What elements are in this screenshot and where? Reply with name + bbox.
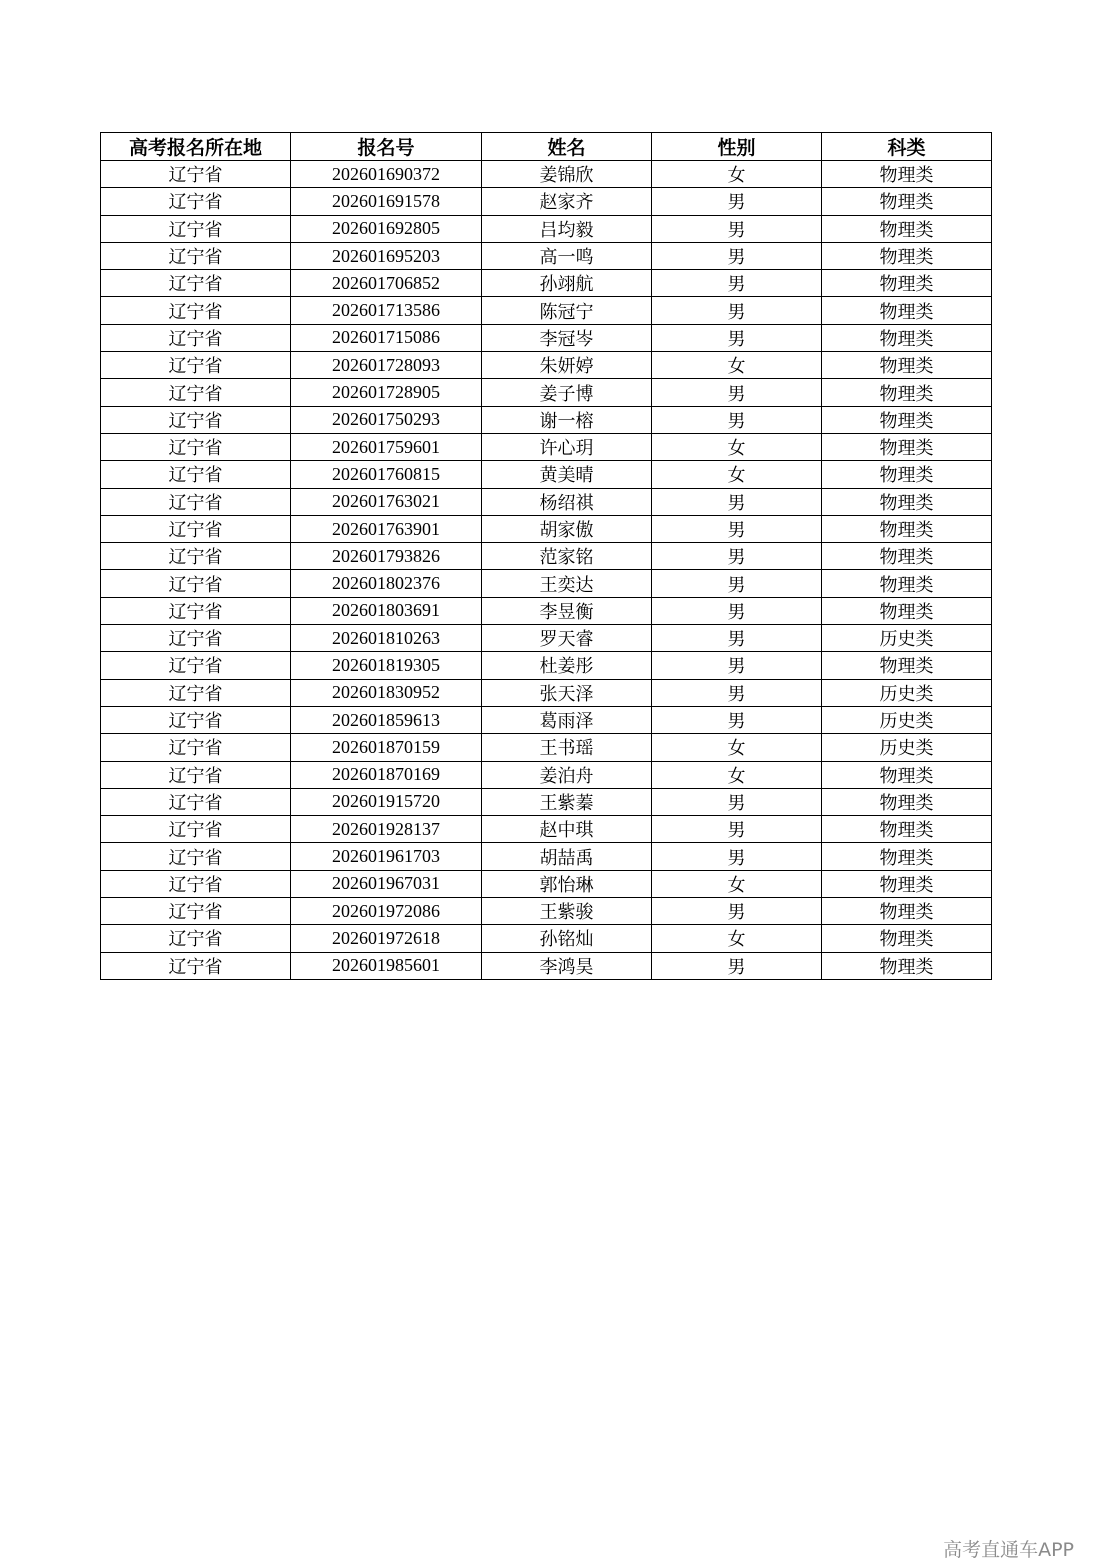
table-body — [101, 161, 992, 980]
cell-subject-category: 物理类 — [822, 433, 992, 460]
cell-subject-category: 历史类 — [822, 734, 992, 761]
cell-registration-number: 202601803691 — [291, 597, 482, 624]
table-row — [101, 570, 992, 597]
cell-name: 杜姜彤 — [482, 652, 652, 679]
cell-subject-category: 物理类 — [822, 570, 992, 597]
cell-region: 辽宁省 — [101, 870, 291, 897]
cell-region: 辽宁省 — [101, 270, 291, 297]
cell-registration-number: 202601692805 — [291, 215, 482, 242]
cell-name: 孙翊航 — [482, 270, 652, 297]
cell-subject-category: 物理类 — [822, 161, 992, 188]
cell-subject-category: 物理类 — [822, 597, 992, 624]
cell-gender: 男 — [652, 515, 822, 542]
cell-name: 许心玥 — [482, 433, 652, 460]
cell-registration-number: 202601691578 — [291, 188, 482, 215]
cell-registration-number: 202601713586 — [291, 297, 482, 324]
cell-name: 王紫骏 — [482, 898, 652, 925]
cell-registration-number: 202601728093 — [291, 352, 482, 379]
cell-region: 辽宁省 — [101, 898, 291, 925]
cell-registration-number: 202601695203 — [291, 242, 482, 269]
cell-gender: 男 — [652, 652, 822, 679]
cell-registration-number: 202601715086 — [291, 324, 482, 351]
cell-name: 朱妍婷 — [482, 352, 652, 379]
cell-subject-category: 物理类 — [822, 898, 992, 925]
cell-region: 辽宁省 — [101, 761, 291, 788]
table-row — [101, 625, 992, 652]
cell-gender: 男 — [652, 324, 822, 351]
cell-region: 辽宁省 — [101, 433, 291, 460]
cell-region: 辽宁省 — [101, 925, 291, 952]
cell-region: 辽宁省 — [101, 706, 291, 733]
table-row — [101, 188, 992, 215]
cell-registration-number: 202601870159 — [291, 734, 482, 761]
cell-registration-number: 202601759601 — [291, 433, 482, 460]
cell-gender: 男 — [652, 406, 822, 433]
cell-region: 辽宁省 — [101, 679, 291, 706]
table-row — [101, 297, 992, 324]
table-row — [101, 925, 992, 952]
cell-gender: 男 — [652, 270, 822, 297]
table-row — [101, 433, 992, 460]
cell-registration-number: 202601728905 — [291, 379, 482, 406]
table-row — [101, 843, 992, 870]
cell-gender: 女 — [652, 161, 822, 188]
cell-gender: 男 — [652, 788, 822, 815]
cell-gender: 女 — [652, 925, 822, 952]
cell-region: 辽宁省 — [101, 215, 291, 242]
cell-subject-category: 物理类 — [822, 870, 992, 897]
cell-name: 范家铭 — [482, 543, 652, 570]
cell-subject-category: 物理类 — [822, 324, 992, 351]
cell-region: 辽宁省 — [101, 352, 291, 379]
table-row — [101, 816, 992, 843]
cell-region: 辽宁省 — [101, 543, 291, 570]
cell-name: 孙铭灿 — [482, 925, 652, 952]
table-row — [101, 270, 992, 297]
cell-subject-category: 物理类 — [822, 215, 992, 242]
cell-name: 胡家傲 — [482, 515, 652, 542]
cell-name: 王奕达 — [482, 570, 652, 597]
cell-name: 王紫蓁 — [482, 788, 652, 815]
cell-gender: 男 — [652, 625, 822, 652]
cell-registration-number: 202601690372 — [291, 161, 482, 188]
cell-subject-category: 物理类 — [822, 952, 992, 979]
cell-subject-category: 物理类 — [822, 843, 992, 870]
cell-registration-number: 202601750293 — [291, 406, 482, 433]
cell-name: 姜子博 — [482, 379, 652, 406]
cell-name: 葛雨泽 — [482, 706, 652, 733]
cell-subject-category: 物理类 — [822, 461, 992, 488]
table-row — [101, 898, 992, 925]
table-row — [101, 324, 992, 351]
cell-gender: 女 — [652, 461, 822, 488]
table-row — [101, 352, 992, 379]
cell-gender: 男 — [652, 488, 822, 515]
table-header-row — [101, 133, 992, 161]
column-header-gender: 性别 — [652, 133, 822, 161]
cell-registration-number: 202601810263 — [291, 625, 482, 652]
table-row — [101, 461, 992, 488]
table-row — [101, 488, 992, 515]
cell-name: 赵家齐 — [482, 188, 652, 215]
table-row — [101, 161, 992, 188]
cell-gender: 男 — [652, 215, 822, 242]
cell-registration-number: 202601819305 — [291, 652, 482, 679]
table-row — [101, 870, 992, 897]
cell-subject-category: 物理类 — [822, 543, 992, 570]
cell-gender: 女 — [652, 433, 822, 460]
cell-subject-category: 物理类 — [822, 925, 992, 952]
table-row — [101, 215, 992, 242]
table-row — [101, 788, 992, 815]
cell-region: 辽宁省 — [101, 324, 291, 351]
cell-registration-number: 202601706852 — [291, 270, 482, 297]
cell-region: 辽宁省 — [101, 625, 291, 652]
cell-subject-category: 物理类 — [822, 379, 992, 406]
cell-name: 罗天睿 — [482, 625, 652, 652]
cell-registration-number: 202601830952 — [291, 679, 482, 706]
cell-gender: 男 — [652, 843, 822, 870]
table-row — [101, 543, 992, 570]
cell-region: 辽宁省 — [101, 488, 291, 515]
cell-registration-number: 202601985601 — [291, 952, 482, 979]
cell-subject-category: 物理类 — [822, 242, 992, 269]
cell-region: 辽宁省 — [101, 843, 291, 870]
table-row — [101, 242, 992, 269]
cell-subject-category: 物理类 — [822, 406, 992, 433]
cell-registration-number: 202601793826 — [291, 543, 482, 570]
cell-registration-number: 202601859613 — [291, 706, 482, 733]
cell-name: 高一鸣 — [482, 242, 652, 269]
cell-name: 姜锦欣 — [482, 161, 652, 188]
cell-region: 辽宁省 — [101, 788, 291, 815]
cell-region: 辽宁省 — [101, 597, 291, 624]
cell-registration-number: 202601972618 — [291, 925, 482, 952]
column-header-name: 姓名 — [482, 133, 652, 161]
cell-registration-number: 202601967031 — [291, 870, 482, 897]
cell-region: 辽宁省 — [101, 242, 291, 269]
cell-subject-category: 物理类 — [822, 270, 992, 297]
cell-region: 辽宁省 — [101, 570, 291, 597]
cell-registration-number: 202601961703 — [291, 843, 482, 870]
table-row — [101, 761, 992, 788]
cell-subject-category: 历史类 — [822, 679, 992, 706]
cell-name: 张天泽 — [482, 679, 652, 706]
cell-registration-number: 202601763901 — [291, 515, 482, 542]
cell-gender: 女 — [652, 870, 822, 897]
cell-gender: 女 — [652, 352, 822, 379]
table-row — [101, 597, 992, 624]
cell-name: 赵中琪 — [482, 816, 652, 843]
cell-gender: 男 — [652, 816, 822, 843]
cell-registration-number: 202601928137 — [291, 816, 482, 843]
cell-gender: 男 — [652, 952, 822, 979]
cell-gender: 男 — [652, 297, 822, 324]
cell-gender: 男 — [652, 188, 822, 215]
cell-name: 王书瑶 — [482, 734, 652, 761]
cell-name: 杨绍祺 — [482, 488, 652, 515]
cell-subject-category: 物理类 — [822, 488, 992, 515]
cell-subject-category: 历史类 — [822, 706, 992, 733]
table-row — [101, 706, 992, 733]
cell-gender: 女 — [652, 734, 822, 761]
cell-region: 辽宁省 — [101, 461, 291, 488]
table-row — [101, 734, 992, 761]
cell-gender: 男 — [652, 242, 822, 269]
cell-subject-category: 历史类 — [822, 625, 992, 652]
cell-name: 黄美晴 — [482, 461, 652, 488]
cell-subject-category: 物理类 — [822, 352, 992, 379]
cell-gender: 男 — [652, 706, 822, 733]
cell-region: 辽宁省 — [101, 816, 291, 843]
cell-region: 辽宁省 — [101, 297, 291, 324]
cell-region: 辽宁省 — [101, 734, 291, 761]
cell-region: 辽宁省 — [101, 652, 291, 679]
cell-gender: 女 — [652, 761, 822, 788]
cell-registration-number: 202601802376 — [291, 570, 482, 597]
cell-name: 李昱衡 — [482, 597, 652, 624]
cell-region: 辽宁省 — [101, 161, 291, 188]
cell-gender: 男 — [652, 570, 822, 597]
cell-region: 辽宁省 — [101, 406, 291, 433]
cell-registration-number: 202601763021 — [291, 488, 482, 515]
cell-subject-category: 物理类 — [822, 761, 992, 788]
cell-registration-number: 202601870169 — [291, 761, 482, 788]
cell-gender: 男 — [652, 679, 822, 706]
cell-gender: 男 — [652, 597, 822, 624]
cell-name: 吕均毅 — [482, 215, 652, 242]
column-header-subject-category: 科类 — [822, 133, 992, 161]
cell-name: 胡喆禹 — [482, 843, 652, 870]
table-row — [101, 406, 992, 433]
cell-subject-category: 物理类 — [822, 652, 992, 679]
cell-name: 姜泊舟 — [482, 761, 652, 788]
table-row — [101, 679, 992, 706]
column-header-region: 高考报名所在地 — [101, 133, 291, 161]
candidate-table — [100, 132, 992, 980]
cell-registration-number: 202601915720 — [291, 788, 482, 815]
cell-name: 李鸿昊 — [482, 952, 652, 979]
cell-name: 陈冠宁 — [482, 297, 652, 324]
cell-subject-category: 物理类 — [822, 816, 992, 843]
cell-registration-number: 202601972086 — [291, 898, 482, 925]
cell-name: 谢一榕 — [482, 406, 652, 433]
table-row — [101, 515, 992, 542]
cell-region: 辽宁省 — [101, 515, 291, 542]
column-header-registration-number: 报名号 — [291, 133, 482, 161]
cell-gender: 男 — [652, 379, 822, 406]
table-row — [101, 652, 992, 679]
watermark: 高考直通车APP — [943, 1539, 1074, 1561]
cell-subject-category: 物理类 — [822, 515, 992, 542]
cell-subject-category: 物理类 — [822, 297, 992, 324]
cell-subject-category: 物理类 — [822, 188, 992, 215]
cell-name: 李冠岑 — [482, 324, 652, 351]
cell-registration-number: 202601760815 — [291, 461, 482, 488]
table-row — [101, 379, 992, 406]
table-row — [101, 952, 992, 979]
cell-subject-category: 物理类 — [822, 788, 992, 815]
cell-region: 辽宁省 — [101, 379, 291, 406]
cell-region: 辽宁省 — [101, 952, 291, 979]
cell-gender: 男 — [652, 543, 822, 570]
cell-region: 辽宁省 — [101, 188, 291, 215]
cell-gender: 男 — [652, 898, 822, 925]
cell-name: 郭怡琳 — [482, 870, 652, 897]
